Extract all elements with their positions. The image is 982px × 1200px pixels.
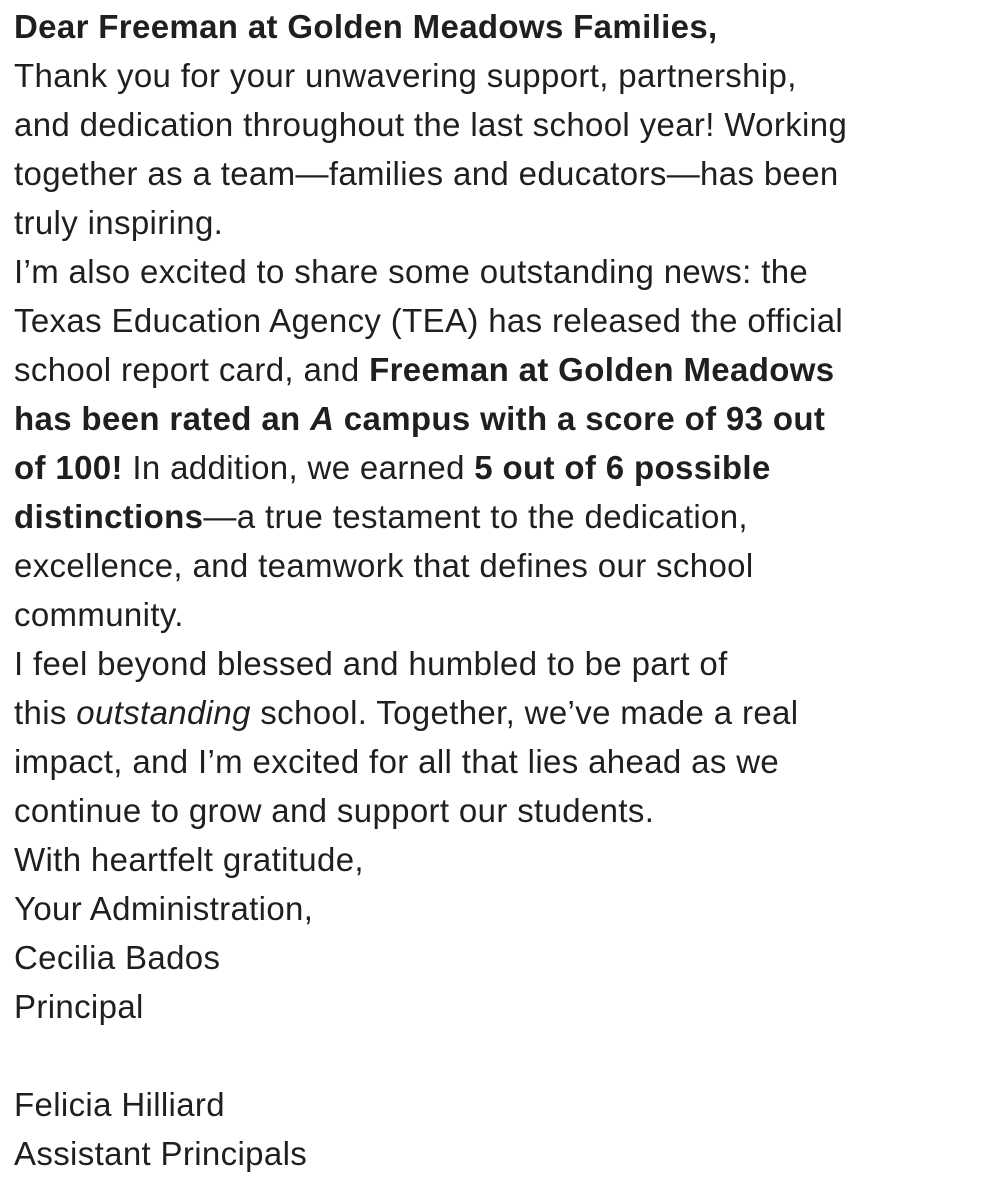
- text-segment: —a true testament to the dedication,: [203, 498, 748, 535]
- text-segment: this: [14, 694, 77, 731]
- text-segment: Thank you for your unwavering support, partnership,: [14, 57, 797, 94]
- letter-line: [14, 1031, 847, 1080]
- text-segment: truly inspiring.: [14, 204, 224, 241]
- letter-line: [14, 590, 847, 639]
- emphasized-text: distinctions: [14, 498, 204, 535]
- emphasized-text: campus with a score of 93 out: [334, 400, 826, 437]
- text-segment: Your Administration,: [14, 890, 314, 927]
- letter-line: [14, 492, 847, 541]
- text-segment: I’m also excited to share some outstanding news: the: [14, 253, 809, 290]
- emphasized-text: of 100!: [14, 449, 123, 486]
- letter-line: [14, 982, 847, 1031]
- letter-line: [14, 296, 847, 345]
- text-segment: Texas Education Agency (TEA) has released the official: [14, 302, 844, 339]
- text-segment: school. Together, we’ve made a real: [250, 694, 799, 731]
- emphasized-text: has been rated an: [14, 400, 311, 437]
- letter-line: [14, 443, 847, 492]
- text-segment: together as a team—families and educators—has been: [14, 155, 839, 192]
- emphasized-text: outstanding: [76, 694, 251, 731]
- letter-line: [14, 1129, 847, 1178]
- letter-line: [14, 541, 847, 590]
- emphasized-text: 5 out of 6 possible: [474, 449, 771, 486]
- letter-line: [14, 2, 847, 51]
- text-segment: Felicia Hilliard: [14, 1086, 225, 1123]
- text-segment: Principal: [14, 988, 144, 1025]
- letter-line: [14, 51, 847, 100]
- letter-line: [14, 149, 847, 198]
- text-segment: Assistant Principals: [14, 1135, 308, 1172]
- emphasized-text: Dear Freeman at Golden Meadows Families,: [14, 8, 718, 45]
- letter-line: [14, 198, 847, 247]
- letter-line: [14, 100, 847, 149]
- text-segment: In addition, we earned: [122, 449, 475, 486]
- emphasized-text: Freeman at Golden Meadows: [369, 351, 835, 388]
- letter-line: [14, 247, 847, 296]
- letter-body: [14, 2, 847, 1178]
- letter-line: [14, 884, 847, 933]
- letter-line: [14, 688, 847, 737]
- letter-line: [14, 933, 847, 982]
- emphasized-text: A: [310, 400, 335, 437]
- text-segment: and dedication throughout the last school year! Working: [14, 106, 848, 143]
- text-segment: continue to grow and support our students.: [14, 792, 655, 829]
- letter-line: [14, 1080, 847, 1129]
- text-segment: Cecilia Bados: [14, 939, 221, 976]
- text-segment: impact, and I’m excited for all that lies ahead as we: [14, 743, 780, 780]
- letter-line: [14, 737, 847, 786]
- letter-line: [14, 786, 847, 835]
- text-segment: excellence, and teamwork that defines our school: [14, 547, 754, 584]
- text-segment: With heartfelt gratitude,: [14, 841, 364, 878]
- text-segment: community.: [14, 596, 184, 633]
- letter-line: [14, 394, 847, 443]
- letter-line: [14, 345, 847, 394]
- text-segment: school report card, and: [14, 351, 370, 388]
- letter-line: [14, 639, 847, 688]
- text-segment: I feel beyond blessed and humbled to be part of: [14, 645, 728, 682]
- letter-line: [14, 835, 847, 884]
